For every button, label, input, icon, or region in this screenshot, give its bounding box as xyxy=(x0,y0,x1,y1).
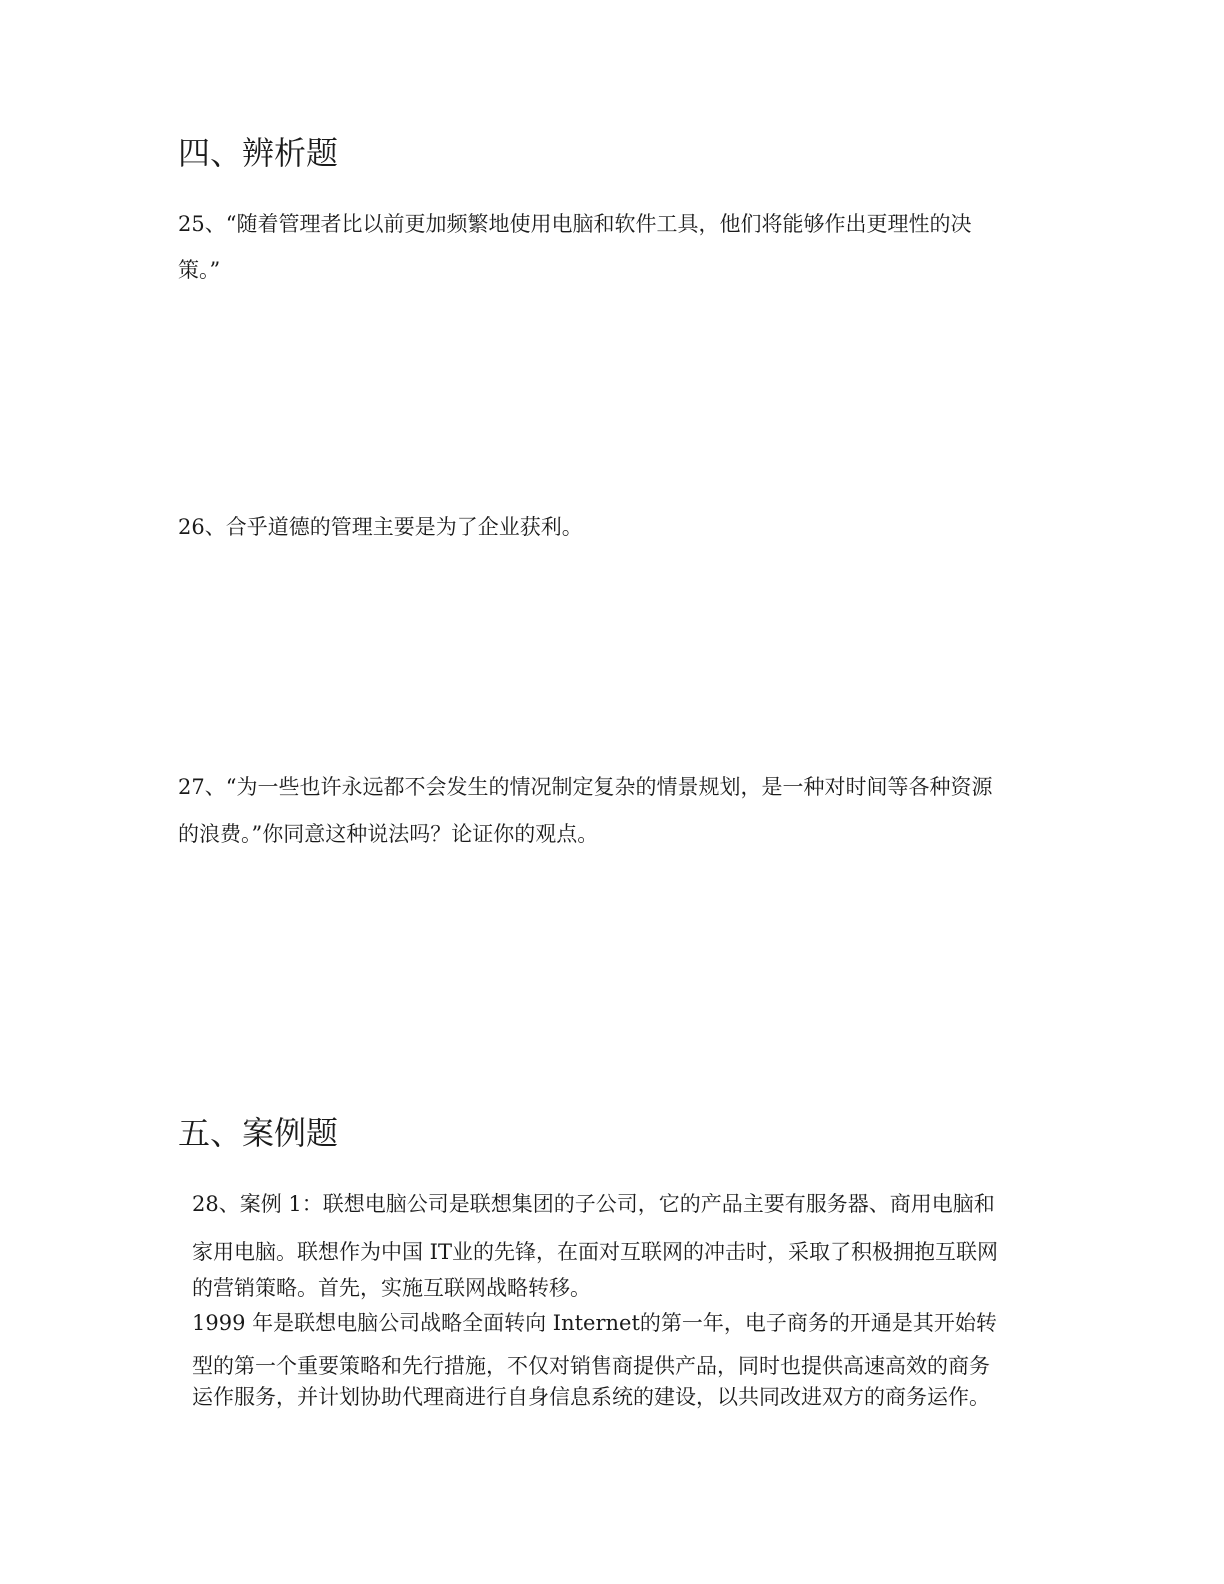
question-text-line: 策。” xyxy=(178,258,221,282)
case-text-line: 28、案例 1：联想电脑公司是联想集团的子公司，它的产品主要有服务器、商用电脑和 xyxy=(192,1192,995,1216)
question-text-line: 27、“为一些也许永远都不会发生的情况制定复杂的情景规划，是一种对时间等各种资源 xyxy=(178,775,993,799)
section-heading: 五、案例题 xyxy=(178,1114,339,1152)
section-heading: 四、辨析题 xyxy=(178,134,339,172)
question-text-line: 26、合乎道德的管理主要是为了企业获利。 xyxy=(178,515,583,539)
case-text-line: 运作服务，并计划协助代理商进行自身信息系统的建设，以共同改进双方的商务运作。 xyxy=(192,1385,990,1409)
question-text-line: 25、“随着管理者比以前更加频繁地使用电脑和软件工具，他们将能够作出更理性的决 xyxy=(178,212,972,236)
case-text-line: 的营销策略。首先，实施互联网战略转移。 xyxy=(192,1276,591,1300)
case-text-line: 家用电脑。联想作为中国 IT业的先锋，在面对互联网的冲击时，采取了积极拥抱互联网 xyxy=(192,1240,998,1264)
case-text-line: 1999 年是联想电脑公司战略全面转向 Internet的第一年，电子商务的开通是其开始转 xyxy=(192,1311,997,1335)
question-text-line: 的浪费。”你同意这种说法吗？论证你的观点。 xyxy=(178,822,599,846)
case-text-line: 型的第一个重要策略和先行措施，不仅对销售商提供产品，同时也提供高速高效的商务 xyxy=(192,1354,990,1378)
